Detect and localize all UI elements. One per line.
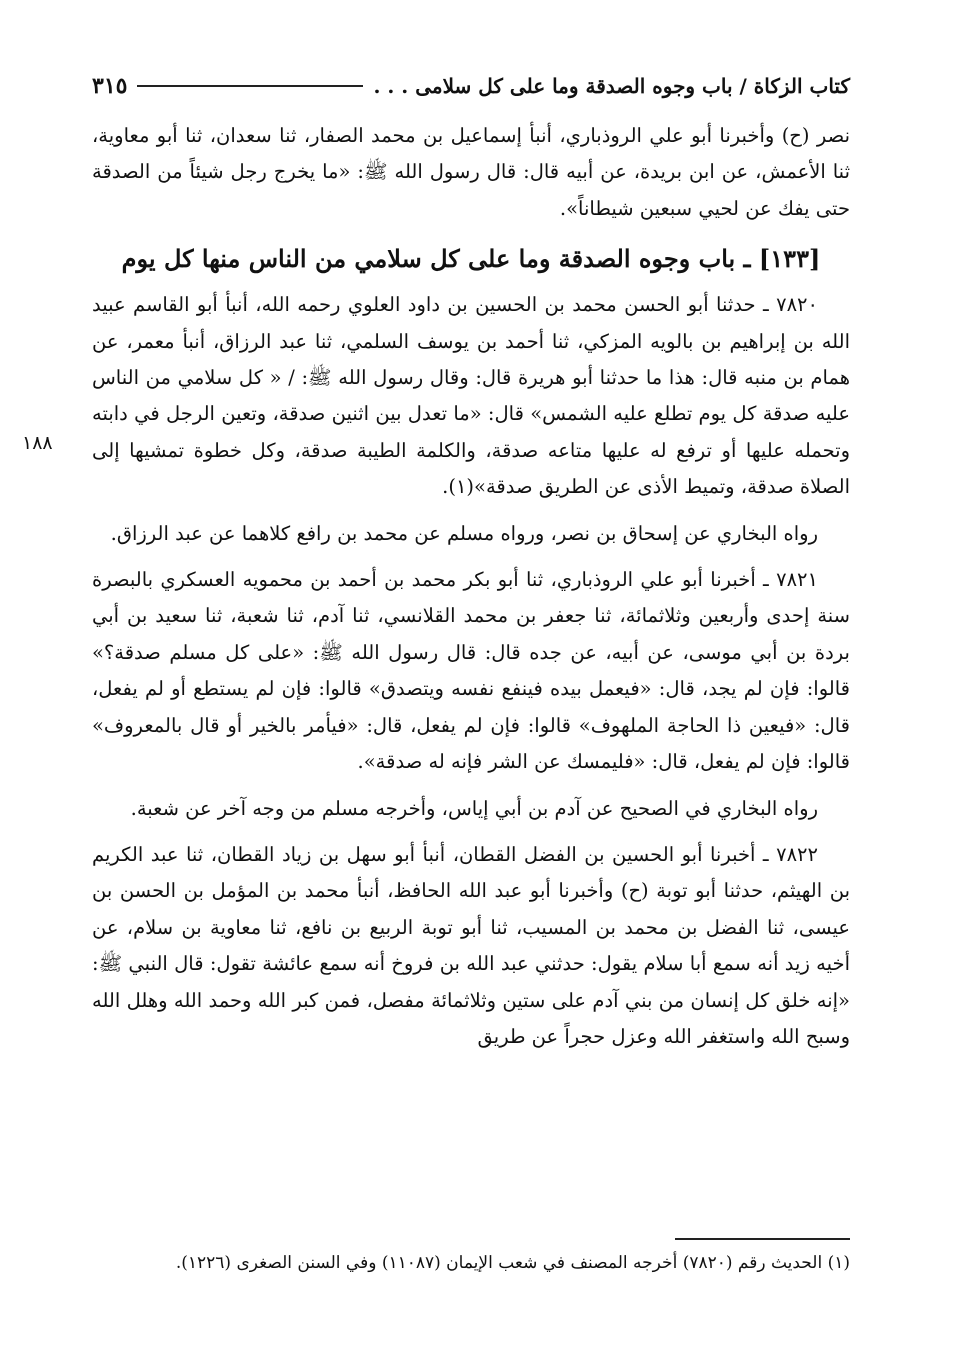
hadith-7822: ٧٨٢٢ ـ أخبرنا أبو الحسين بن الفضل القطان، أنبأ أبو سهل بن زياد القطان، ثنا عبد الكريم بن الهيثم، حدثنا أبو توبة (ح) وأخبرنا أبو عبد الله الحافظ، أنبأ محمد بن المؤمل بن الحسن بن عيسى، ثنا الفضل بن محمد بن المسيب، ثنا أبو توبة الربيع بن نافع، ثنا معاوية بن سلام، عن أخيه زيد أنه سمع أبا سلام يقول: حدثني عبد الله بن فروخ أنه سمع عائشة تقول: قال النبي ﷺ: «إنه خلق كل إنسان من بني آدم على ستين وثلاثمائة مفصل، فمن كبر الله وحمد الله وهلل الله وسبح الله واستغفر الله وعزل حجراً عن طريق	[92, 842, 850, 1048]
hadith-7821: ٧٨٢١ ـ أخبرنا أبو علي الروذباري، ثنا أبو بكر محمد بن أحمد بن محمويه العسكري بالبصرة سنة إحدى وأربعين وثلاثمائة، ثنا جعفر بن محمد القلانسي، ثنا آدم، ثنا شعبة، ثنا سعيد بن أبي بردة بن أبي موسى، عن أبيه، عن جده قال: قال رسول الله ﷺ: «على كل مسلم صدقة؟» قالوا: فإن لم يجد، قال: «فيعمل بيده فينفع نفسه ويتصدق» قالوا: فإن لم يستطع أو لم يفعل، قال: «فيعين ذا الحاجة الملهوف» قالوا: فإن لم يفعل، قال: «فيأمر بالخير أو قال بالمعروف» قالوا: فإن لم يفعل، قال: «فليمسك عن الشر فإنه له صدقة».	[92, 568, 850, 774]
header-rule	[137, 85, 363, 87]
running-title: كتاب الزكاة / باب وجوه الصدقة وما على كل سلامى . . .	[373, 74, 850, 98]
running-header	[92, 66, 850, 106]
margin-manuscript-folio: ١٨٨	[22, 432, 53, 454]
footnote-rule	[675, 1238, 850, 1240]
hadith-7820: ٧٨٢٠ ـ حدثنا أبو الحسن محمد بن الحسين بن داود العلوي رحمه الله، أنبأ أبو القاسم عبيد الله بن إبراهيم بن بالويه المزكي، ثنا أحمد بن يوسف السلمي، ثنا عبد الرزاق، أنبأ معمر، عن همام بن منبه قال: هذا ما حدثنا أبو هريرة قال: وقال رسول الله ﷺ: / « كل سلامي من الناس عليه صدقة كل يوم تطلع عليه الشمس» قال: «ما تعدل بين اثنين صدقة، وتعين الرجل في دابته وتحمله عليها أو ترفع له عليها متاعه صدقة، والكلمة الطيبة صدقة، وكل خطوة تمشيها إلى الصلاة صدقة، وتميط الأذى عن الطريق صدقة»(١).	[92, 293, 850, 499]
page-number: ٣١٥	[92, 73, 128, 99]
takhrij-7821: رواه البخاري في الصحيح عن آدم بن أبي إياس، وأخرجه مسلم من وجه آخر عن شعبة.	[130, 796, 818, 820]
paragraph-continuation: نصر (ح) وأخبرنا أبو علي الروذباري، أنبأ إسماعيل بن محمد الصفار، ثنا سعدان، ثنا أبو معاوية، ثنا الأعمش، عن ابن بريدة، عن أبيه قال: قال رسول الله ﷺ: «ما يخرج رجل شيئاً من الصدقة حتى يفك عن لحيي سبعين شيطاناً».	[92, 124, 850, 220]
takhrij-7820: رواه البخاري عن إسحاق بن نصر، ورواه مسلم عن محمد بن رافع كلاهما عن عبد الرزاق.	[110, 521, 818, 545]
body-text	[92, 118, 850, 1065]
footnote: (١) الحديث رقم (٧٨٢٠) أخرجه المصنف في شعب الإيمان (١١٠٨٧) وفي السنن الصغرى (١٢٢٦).	[175, 1253, 850, 1273]
chapter-heading: [١٣٣] ـ باب وجوه الصدقة وما على كل سلامي من الناس منها كل يوم	[121, 244, 821, 274]
